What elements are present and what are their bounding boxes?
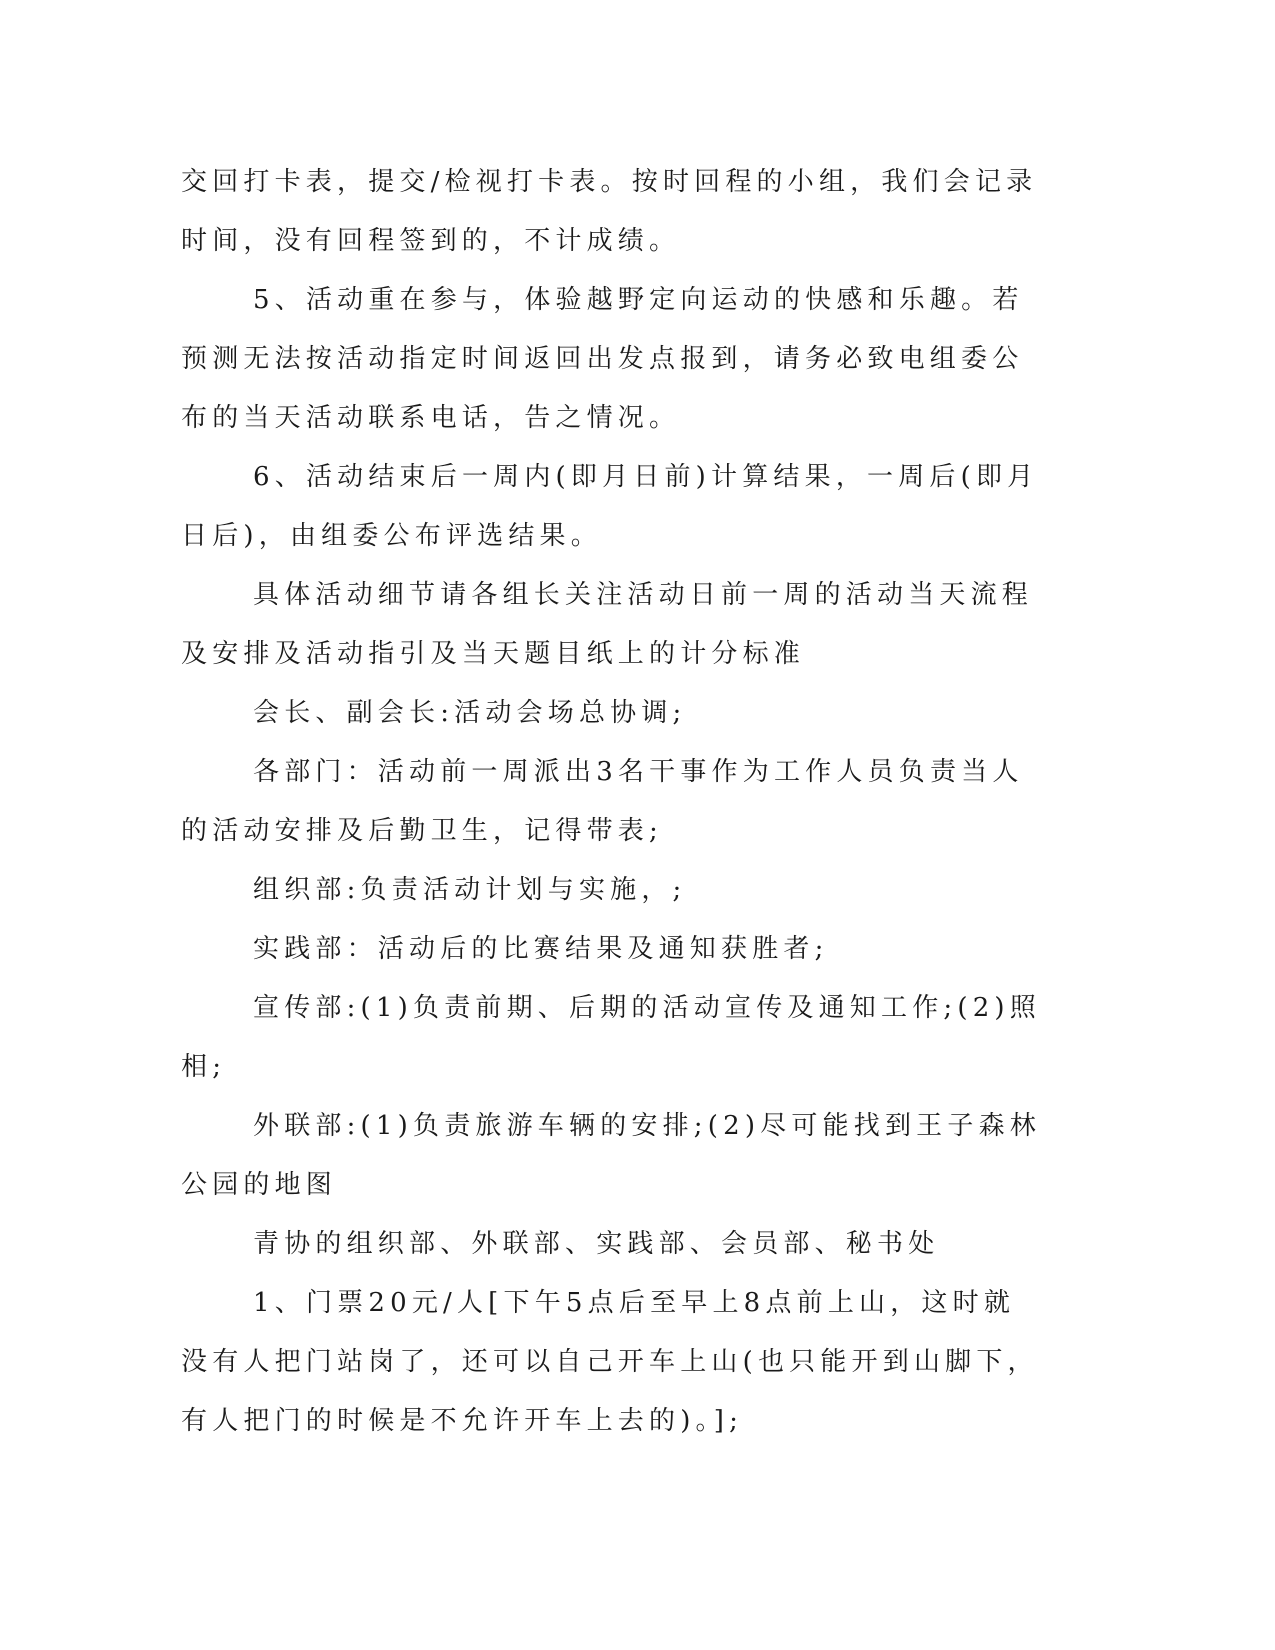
document-body — [181, 153, 1041, 1451]
paragraph-3: 6、活动结束后一周内(即月日前)计算结果，一周后(即月日后)，由组委公布评选结果。 — [181, 462, 1039, 551]
paragraph-5: 会长、副会长:活动会场总协调; — [253, 698, 687, 728]
paragraph-9: 宣传部:(1)负责前期、后期的活动宣传及通知工作;(2)照相; — [181, 993, 1041, 1082]
paragraph-6: 各部门：活动前一周派出3名干事作为工作人员负责当人的活动安排及后勤卫生，记得带表; — [181, 757, 1024, 846]
paragraph-10: 外联部:(1)负责旅游车辆的安排;(2)尽可能找到王子森林公园的地图 — [181, 1111, 1041, 1200]
paragraph-4: 具体活动细节请各组长关注活动日前一周的活动当天流程及安排及活动指引及当天题目纸上的计分标准 — [181, 580, 1034, 669]
paragraph-12: 1、门票20元/人[下午5点后至早上8点前上山，这时就没有人把门站岗了，还可以自己开车上山(也只能开到山脚下，有人把门的时候是不允许开车上去的)。]; — [181, 1288, 1039, 1436]
paragraph-7: 组织部:负责活动计划与实施，; — [253, 875, 687, 905]
paragraph-1: 交回打卡表，提交/检视打卡表。按时回程的小组，我们会记录时间，没有回程签到的，不计成绩。 — [181, 167, 1038, 256]
paragraph-2: 5、活动重在参与，体验越野定向运动的快感和乐趣。若预测无法按活动指定时间返回出发点报到，请务必致电组委公布的当天活动联系电话，告之情况。 — [181, 285, 1024, 433]
paragraph-11: 青协的组织部、外联部、实践部、会员部、秘书处 — [253, 1229, 940, 1259]
paragraph-8: 实践部：活动后的比赛结果及通知获胜者; — [253, 934, 829, 964]
